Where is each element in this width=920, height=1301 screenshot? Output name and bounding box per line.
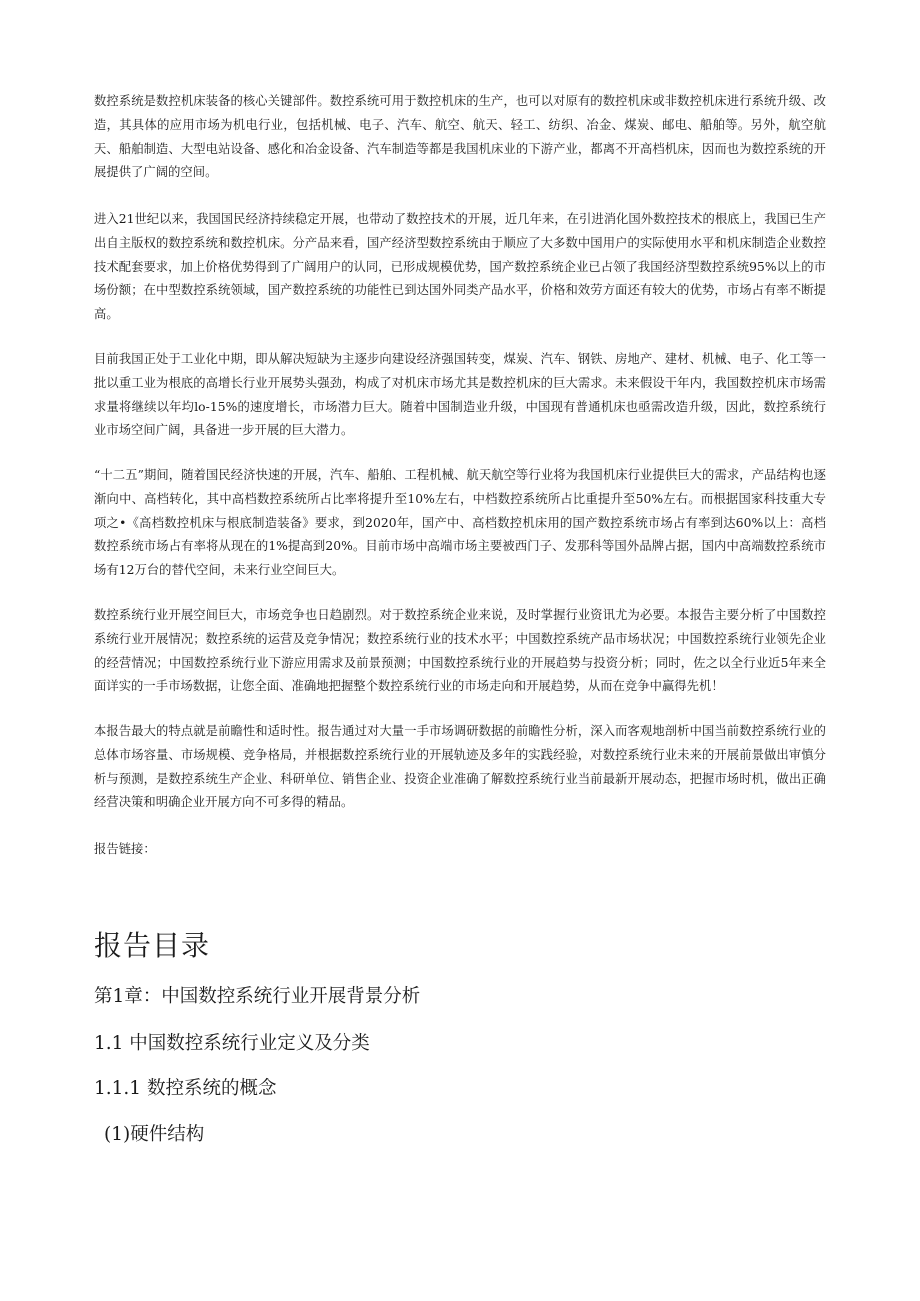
paragraph-report-features: 本报告最大的特点就是前瞻性和适时性。报告通过对大量一手市场调研数据的前瞻性分析，深入而客观地剖析中国当前数控系统行业的总体市场容量、市场规模、竞争格局，并根据数控系统行业的开展轨迹及多年的实践经验，对数控系统行业未来的开展前景做出审慎分析与预测，是数控系统生产企业、科研单位、销售企业、投资企业准确了解数控系统行业当前最新开展动态，把握市场时机，做出正确经营决策和明确企业开展方向不可多得的精品。: [94, 724, 826, 810]
paragraph-report-scope: 数控系统行业开展空间巨大，市场竞争也日趋剧烈。对于数控系统企业来说，及时掌握行业资讯尤为必要。本报告主要分析了中国数控系统行业开展情况；数控系统的运营及竞争情况；数控系统行业的技术水平；中国数控系统产品市场状况；中国数控系统行业领先企业的经营情况；中国数控系统行业下游应用需求及前景预测；中国数控系统行业的开展趋势与投资分析；同时，佐之以全行业近5年来全面详实的一手市场数据，让您全面、准确地把握整个数控系统行业的市场走向和开展趋势，从而在竞争中赢得先机！: [94, 608, 826, 694]
toc-section-heading: 1.1 中国数控系统行业定义及分类: [94, 1033, 370, 1054]
paragraph-domestic-development: 进入21世纪以来，我国国民经济持续稳定开展，也带动了数控技术的开展，近几年来，在引进消化国外数控技术的根底上，我国已生产出自主版权的数控系统和数控机床。分产品来看，国产经济型数控系统由于顺应了大多数中国用户的实际使用水平和机床制造企业数控技术配套要求，加上价格优势得到了广阔用户的认同，已形成规模优势，国产数控系统企业已占领了我国经济型数控系统95%以上的市场份额；在中型数控系统领域，国产数控系统的功能性已到达国外同类产品水平，价格和效劳方面还有较大的优势，市场占有率不断提高。: [94, 212, 826, 322]
toc-subsection-heading: 1.1.1 数控系统的概念: [94, 1078, 277, 1099]
report-link-label: 报告链接：: [94, 842, 156, 856]
toc-chapter-heading: 第1章：中国数控系统行业开展背景分析: [94, 986, 421, 1007]
paragraph-intro: 数控系统是数控机床装备的核心关键部件。数控系统可用于数控机床的生产，也可以对原有的数控机床或非数控机床进行系统升级、改造，其具体的应用市场为机电行业，包括机械、电子、汽车、航空、航天、轻工、纺织、冶金、煤炭、邮电、船舶等。另外，航空航天、船舶制造、大型电站设备、感化和冶金设备、汽车制造等都是我国机床业的下游产业，都离不开高档机床，因而也为数控系统的开展提供了广阔的空间。: [94, 94, 826, 180]
toc-item-heading: (1)硬件结构: [104, 1124, 205, 1145]
paragraph-industrialization: 目前我国正处于工业化中期，即从解决短缺为主逐步向建设经济强国转变，煤炭、汽车、钢铁、房地产、建材、机械、电子、化工等一批以重工业为根底的高增长行业开展势头强劲，构成了对机床市场尤其是数控机床的巨大需求。未来假设干年内，我国数控机床市场需求量将继续以年均lo-15%的速度增长，市场潜力巨大。随着中国制造业升级，中国现有普通机床也亟需改造升级，因此，数控系统行业市场空间广阔，具备进一步开展的巨大潜力。: [94, 352, 826, 438]
paragraph-twelfth-five-year: “十二五”期间，随着国民经济快速的开展，汽车、船舶、工程机械、航天航空等行业将为我国机床行业提供巨大的需求，产品结构也逐渐向中、高档转化，其中高档数控系统所占比率将提升至10%左右，中档数控系统所占比重提升至50%左右。而根据国家科技重大专项之•《高档数控机床与根底制造装备》要求，到2020年，国产中、高档数控机床用的国产数控系统市场占有率到达60%以上：高档数控系统市场占有率将从现在的1%提高到20%。目前市场中高端市场主要被西门子、发那科等国外品牌占据，国内中高端数控系统市场有12万台的替代空间，未来行业空间巨大。: [94, 468, 826, 578]
toc-title: 报告目录: [94, 929, 211, 962]
